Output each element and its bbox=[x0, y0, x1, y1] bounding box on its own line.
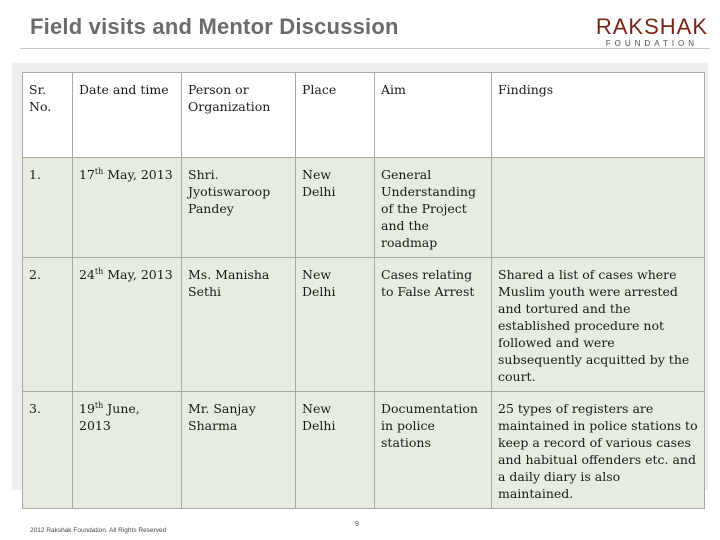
cell-person: Shri. Jyotiswaroop Pandey bbox=[182, 158, 296, 258]
cell-aim: General Understanding of the Project and the roadmap bbox=[375, 158, 492, 258]
page-number: 9 bbox=[355, 521, 359, 528]
rakshak-logo bbox=[596, 16, 708, 49]
cell-place: New Delhi bbox=[296, 158, 375, 258]
cell-findings: 25 types of registers are maintained in police stations to keep a record of various cases and habitual offenders etc. and a daily diary is also maintained. bbox=[492, 392, 705, 509]
table-row bbox=[23, 158, 705, 258]
cell-sr: 1. bbox=[23, 158, 73, 258]
field-visits-table bbox=[22, 72, 705, 509]
cell-date bbox=[73, 392, 182, 509]
cell-place: New Delhi bbox=[296, 392, 375, 509]
header-place: Place bbox=[296, 73, 375, 158]
page-title: Field visits and Mentor Discussion bbox=[30, 14, 399, 39]
date-rest: May, 2013 bbox=[103, 267, 173, 282]
cell-person: Ms. Manisha Sethi bbox=[182, 258, 296, 392]
date-rest: May, 2013 bbox=[103, 167, 173, 182]
logo-name: RAKSHAK bbox=[595, 14, 708, 39]
logo-tagline: FOUNDATION bbox=[605, 39, 699, 48]
cell-person: Mr. Sanjay Sharma bbox=[182, 392, 296, 509]
header-sr-no: Sr. No. bbox=[23, 73, 73, 158]
table-row bbox=[23, 392, 705, 509]
cell-findings: Shared a list of cases where Muslim youth were arrested and tortured and the established procedure not followed and were subsequently acquitted by the court. bbox=[492, 258, 705, 392]
date-day: 17 bbox=[79, 167, 95, 182]
cell-date bbox=[73, 158, 182, 258]
cell-sr: 2. bbox=[23, 258, 73, 392]
date-rest: June, 2013 bbox=[79, 401, 140, 433]
header-person: Person or Organization bbox=[182, 73, 296, 158]
date-suffix: th bbox=[94, 266, 104, 276]
header-findings: Findings bbox=[492, 73, 705, 158]
cell-date bbox=[73, 258, 182, 392]
date-day: 24 bbox=[79, 267, 95, 282]
date-day: 19 bbox=[79, 401, 95, 416]
cell-place: New Delhi bbox=[296, 258, 375, 392]
cell-aim: Documentation in police stations bbox=[375, 392, 492, 509]
table-header-row bbox=[23, 73, 705, 158]
copyright-footer: 2012 Rakshak Foundation. All Rights Reserved bbox=[30, 527, 167, 534]
header-aim: Aim bbox=[375, 73, 492, 158]
cell-aim: Cases relating to False Arrest bbox=[375, 258, 492, 392]
cell-sr: 3. bbox=[23, 392, 73, 509]
table-row bbox=[23, 258, 705, 392]
header-date-time: Date and time bbox=[73, 73, 182, 158]
date-suffix: th bbox=[94, 400, 104, 410]
cell-findings bbox=[492, 158, 705, 258]
date-suffix: th bbox=[94, 166, 104, 176]
